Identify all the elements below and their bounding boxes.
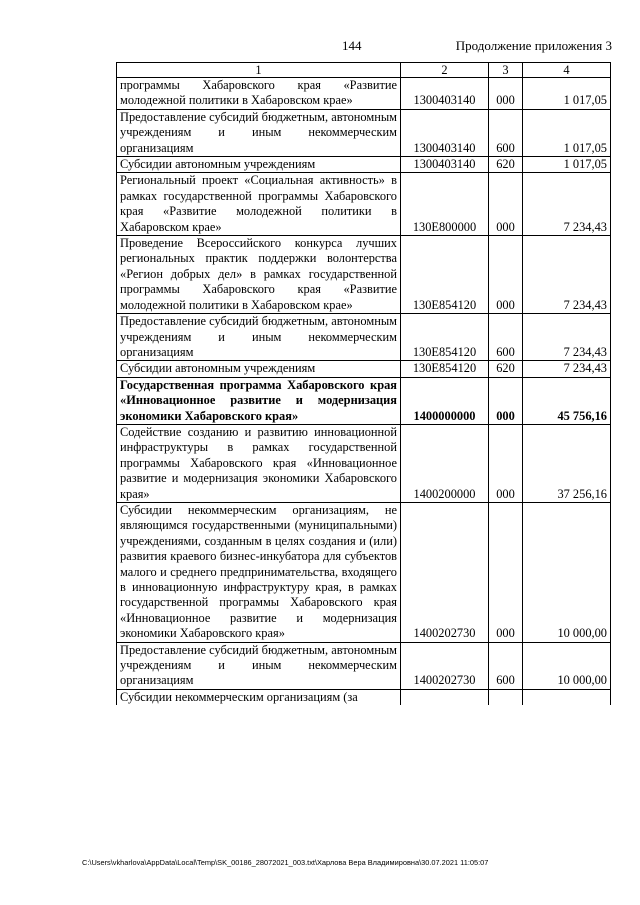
column-header: 1 bbox=[117, 63, 401, 78]
budget-table-body bbox=[117, 63, 611, 706]
row-amount-cell: 7 234,43 bbox=[523, 361, 611, 377]
table-row bbox=[117, 314, 611, 361]
row-amount-cell: 45 756,16 bbox=[523, 377, 611, 424]
page-number: 144 bbox=[342, 38, 362, 53]
row-code-cell: 1400202730 bbox=[401, 642, 489, 689]
row-amount-cell: 1 017,05 bbox=[523, 109, 611, 156]
row-name-cell: Субсидии автономным учреждениям bbox=[117, 157, 401, 173]
row-code-cell: 130E854120 bbox=[401, 314, 489, 361]
row-amount-cell: 1 017,05 bbox=[523, 78, 611, 110]
row-kind-cell: 600 bbox=[489, 642, 523, 689]
row-code-cell: 130E854120 bbox=[401, 361, 489, 377]
row-name-cell: Предоставление субсидий бюджетным, автономным учреждениям и иным некоммерческим организациям bbox=[117, 109, 401, 156]
table-row bbox=[117, 236, 611, 314]
row-code-cell: 1400000000 bbox=[401, 377, 489, 424]
row-amount-cell: 7 234,43 bbox=[523, 236, 611, 314]
row-kind-cell: 000 bbox=[489, 377, 523, 424]
row-name-cell: Содействие созданию и развитию инновационной инфраструктуры в рамках государственной программы Хабаровского края «Инновационное развитие и модернизация экономики Хабаровского края» bbox=[117, 424, 401, 502]
row-kind-cell bbox=[489, 689, 523, 705]
row-amount-cell: 10 000,00 bbox=[523, 642, 611, 689]
row-kind-cell: 000 bbox=[489, 424, 523, 502]
row-kind-cell: 620 bbox=[489, 157, 523, 173]
row-name-cell: Предоставление субсидий бюджетным, автономным учреждениям и иным некоммерческим организациям bbox=[117, 314, 401, 361]
row-code-cell: 130E854120 bbox=[401, 236, 489, 314]
row-code-cell: 1300403140 bbox=[401, 157, 489, 173]
row-kind-cell: 000 bbox=[489, 78, 523, 110]
budget-table bbox=[116, 62, 611, 705]
table-row bbox=[117, 502, 611, 642]
table-row bbox=[117, 78, 611, 110]
row-kind-cell: 600 bbox=[489, 314, 523, 361]
row-kind-cell: 000 bbox=[489, 236, 523, 314]
table-row bbox=[117, 689, 611, 705]
row-amount-cell: 10 000,00 bbox=[523, 502, 611, 642]
table-row bbox=[117, 173, 611, 236]
footer-file-path: C:\Users\vkharlova\AppData\Local\Temp\SK_00186_28072021_003.txt\Харлова Вера Владимировна\30.07.2021 11:05:07 bbox=[82, 858, 489, 867]
table-row bbox=[117, 424, 611, 502]
row-name-cell: Субсидии некоммерческим организациям (за bbox=[117, 689, 401, 705]
row-code-cell: 130E800000 bbox=[401, 173, 489, 236]
row-name-cell: Субсидии некоммерческим организациям, не являющимся государственными (муниципальными) учреждениями, созданным в целях создания и (или) развития краевого бизнес-инкубатора для субъектов малого и среднего предпринимательства, входящего в инновационную инфраструктуру края, в рамках государственной программы Хабаровского края «Инновационное развитие и модернизация экономики Хабаровского края» bbox=[117, 502, 401, 642]
row-kind-cell: 600 bbox=[489, 109, 523, 156]
row-amount-cell: 1 017,05 bbox=[523, 157, 611, 173]
row-kind-cell: 620 bbox=[489, 361, 523, 377]
table-row bbox=[117, 109, 611, 156]
row-amount-cell: 7 234,43 bbox=[523, 314, 611, 361]
table-row bbox=[117, 157, 611, 173]
row-name-cell: Государственная программа Хабаровского края «Инновационное развитие и модернизация экономики Хабаровского края» bbox=[117, 377, 401, 424]
row-kind-cell: 000 bbox=[489, 173, 523, 236]
row-name-cell: Региональный проект «Социальная активность» в рамках государственной программы Хабаровского края «Развитие молодежной политики в Хабаровском крае» bbox=[117, 173, 401, 236]
row-code-cell: 1300403140 bbox=[401, 109, 489, 156]
column-header: 2 bbox=[401, 63, 489, 78]
row-name-cell: Проведение Всероссийского конкурса лучших региональных практик поддержки волонтерства «Регион добрых дел» в рамках государственной программы Хабаровского края «Развитие молодежной политики в Хабаровском крае» bbox=[117, 236, 401, 314]
row-name-cell: Субсидии автономным учреждениям bbox=[117, 361, 401, 377]
table-row bbox=[117, 361, 611, 377]
row-name-cell: программы Хабаровского края «Развитие молодежной политики в Хабаровском крае» bbox=[117, 78, 401, 110]
row-amount-cell bbox=[523, 689, 611, 705]
column-header: 4 bbox=[523, 63, 611, 78]
row-amount-cell: 7 234,43 bbox=[523, 173, 611, 236]
table-header-row bbox=[117, 63, 611, 78]
row-amount-cell: 37 256,16 bbox=[523, 424, 611, 502]
table-row bbox=[117, 642, 611, 689]
row-code-cell bbox=[401, 689, 489, 705]
row-name-cell: Предоставление субсидий бюджетным, автономным учреждениям и иным некоммерческим организациям bbox=[117, 642, 401, 689]
row-kind-cell: 000 bbox=[489, 502, 523, 642]
row-code-cell: 1400200000 bbox=[401, 424, 489, 502]
row-code-cell: 1300403140 bbox=[401, 78, 489, 110]
row-code-cell: 1400202730 bbox=[401, 502, 489, 642]
page-caption: Продолжение приложения 3 bbox=[455, 38, 612, 53]
column-header: 3 bbox=[489, 63, 523, 78]
table-row bbox=[117, 377, 611, 424]
